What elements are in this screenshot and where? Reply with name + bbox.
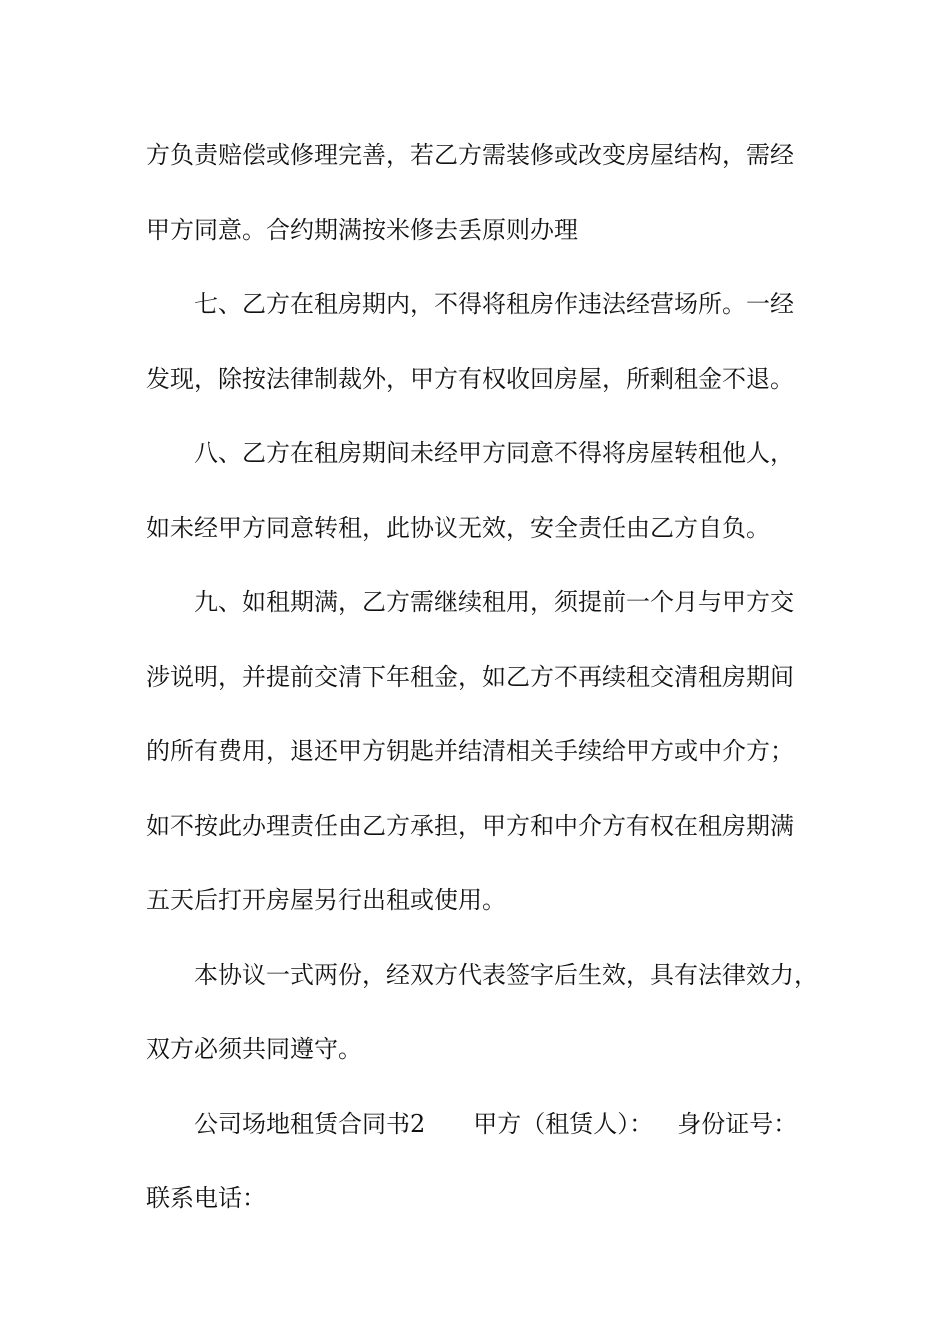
document-body — [146, 118, 836, 1236]
clause-nine-start: 九、如租期满，乙方需继续租用，须提前一个月与甲方交 — [194, 588, 794, 616]
text-line: 涉说明，并提前交清下年租金，如乙方不再续租交清租房期间 — [146, 662, 794, 691]
agreement-clause-start: 本协议一式两份，经双方代表签字后生效，具有法律效力， — [194, 960, 818, 989]
text-line: 方负责赔偿或修理完善，若乙方需装修或改变房屋结构，需经 — [146, 141, 794, 169]
phone-label: 联系电话： — [146, 1184, 266, 1212]
text-line: 发现，除按法律制裁外，甲方有权收回房屋，所剩租金不退。 — [146, 364, 794, 393]
contract-title: 公司场地租赁合同书2 — [194, 1109, 426, 1138]
id-number-label: 身份证号： — [677, 1109, 798, 1138]
text-line: 如未经甲方同意转租，此协议无效，安全责任由乙方自负。 — [146, 513, 770, 542]
party-a-label: 甲方（租赁人）： — [473, 1109, 654, 1138]
text-line: 五天后打开房屋另行出租或使用。 — [146, 886, 506, 914]
clause-seven-start: 七、乙方在租房期内，不得将租房作违法经营场所。一经 — [194, 290, 794, 318]
text-line: 如不按此办理责任由乙方承担，甲方和中介方有权在租房期满 — [146, 811, 794, 840]
text-line: 的所有费用，退还甲方钥匙并结清相关手续给甲方或中介方； — [146, 737, 794, 765]
text-line: 双方必须共同遵守。 — [146, 1035, 362, 1063]
text-line: 甲方同意。合约期满按米修去丢原则办理 — [146, 215, 578, 244]
contract-header-line — [146, 1087, 836, 1162]
clause-eight-start: 八、乙方在租房期间未经甲方同意不得将房屋转租他人， — [194, 439, 794, 467]
